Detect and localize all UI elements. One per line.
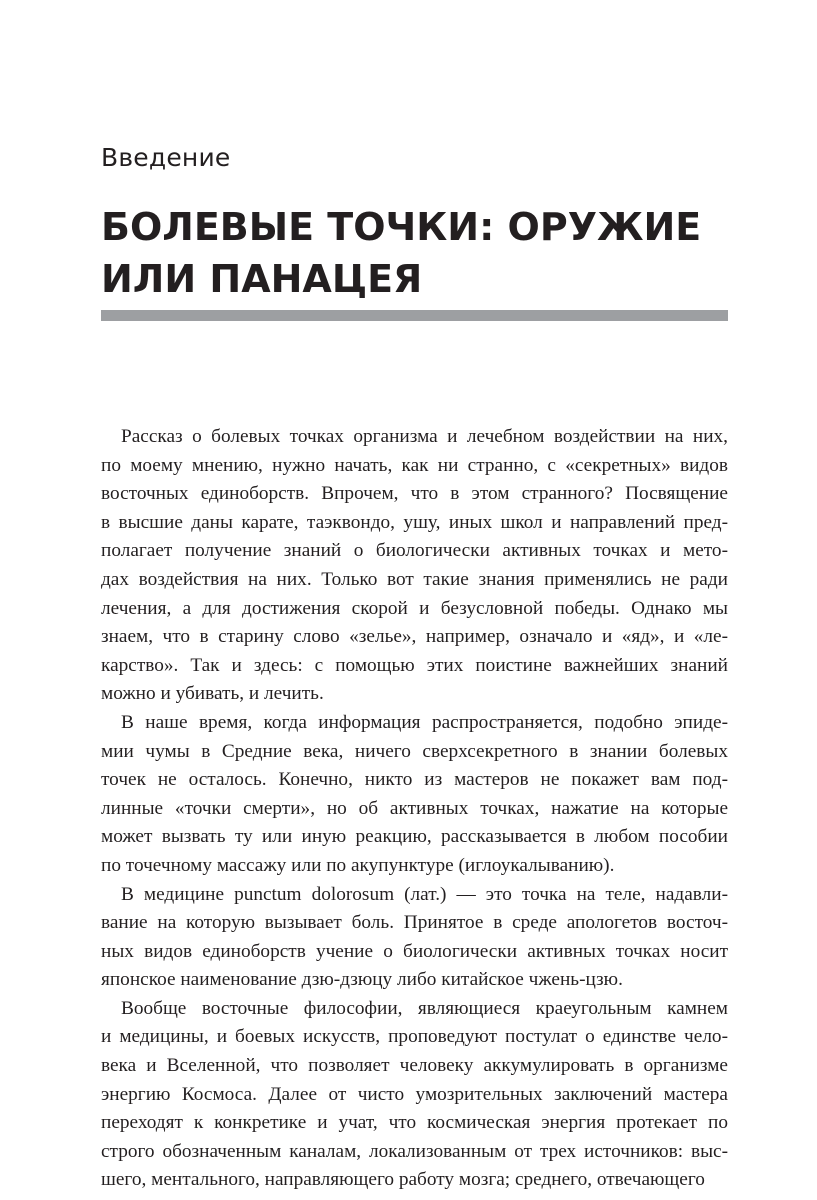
text-line: В наше время, когда информация распространяется, подобно эпиде- — [121, 711, 728, 733]
text-line: В медицине punctum dolorosum (лат.) — это точка на теле, надавли- — [121, 883, 728, 905]
text-line: ных видов единоборств учение о биологически активных точках носит — [101, 940, 728, 962]
text-line: японское наименование дзю-дзюцу либо китайское чжень-цзю. — [101, 969, 623, 991]
text-line: линные «точки смерти», но об активных точках, нажатие на которые — [101, 797, 728, 819]
text-line: дах воздействия на них. Только вот такие знания применялись не ради — [101, 568, 728, 590]
chapter-title — [101, 201, 741, 305]
text-line: лечения, а для достижения скорой и безусловной победы. Однако мы — [101, 597, 728, 619]
text-line: восточных единоборств. Впрочем, что в этом странного? Посвящение — [101, 483, 728, 505]
chapter-title-line-1: БОЛЕВЫЕ ТОЧКИ: ОРУЖИЕ — [101, 205, 702, 249]
text-line: шего, ментального, направляющего работу мозга; среднего, отвечающего — [101, 1169, 705, 1191]
text-line: по точечному массажу или по акупунктуре (иглоукалыванию). — [101, 854, 615, 876]
paragraph — [101, 709, 728, 881]
text-line: Вообще восточные философии, являющиеся краеугольным камнем — [121, 997, 728, 1019]
text-line: века и Вселенной, что позволяет человеку аккумулировать в организме — [101, 1055, 728, 1077]
title-underline-rule — [101, 310, 728, 321]
text-line: мии чумы в Средние века, ничего сверхсекретного в знании болевых — [101, 740, 728, 762]
text-line: можно и убивать, и лечить. — [101, 683, 324, 705]
text-line: знаем, что в старину слово «зелье», например, означало и «яд», и «ле- — [101, 626, 728, 648]
text-line: полагает получение знаний о биологически активных точках и мето- — [101, 540, 728, 562]
paragraph — [101, 881, 728, 995]
text-line: в высшие даны карате, таэквондо, ушу, иных школ и направлений пред- — [101, 511, 728, 533]
paragraph — [101, 423, 728, 709]
text-line: Рассказ о болевых точках организма и лечебном воздействии на них, — [121, 426, 728, 447]
body-text — [101, 423, 728, 1195]
text-line: точек не осталось. Конечно, никто из мастеров не покажет вам под- — [101, 769, 728, 791]
chapter-title-line-2: ИЛИ ПАНАЦЕЯ — [101, 257, 423, 301]
text-line: может вызвать ту или иную реакцию, рассказывается в любом пособии — [101, 826, 728, 848]
text-line: строго обозначенным каналам, локализованным от трех источников: выс- — [101, 1140, 728, 1162]
text-line: карство». Так и здесь: с помощью этих поистине важнейших знаний — [101, 654, 728, 676]
paragraph — [101, 995, 728, 1195]
text-line: вание на которую вызывает боль. Принятое в среде апологетов восточ- — [101, 912, 728, 934]
text-line: энергию Космоса. Далее от чисто умозрительных заключений мастера — [101, 1083, 728, 1105]
section-label: Введение — [101, 143, 231, 172]
text-line: и медицины, и боевых искусств, проповедуют постулат о единстве чело- — [101, 1026, 728, 1048]
text-line: по моему мнению, нужно начать, как ни странно, с «секретных» видов — [101, 454, 728, 476]
text-line: переходят к конкретике и учат, что космическая энергия протекает по — [101, 1112, 728, 1134]
